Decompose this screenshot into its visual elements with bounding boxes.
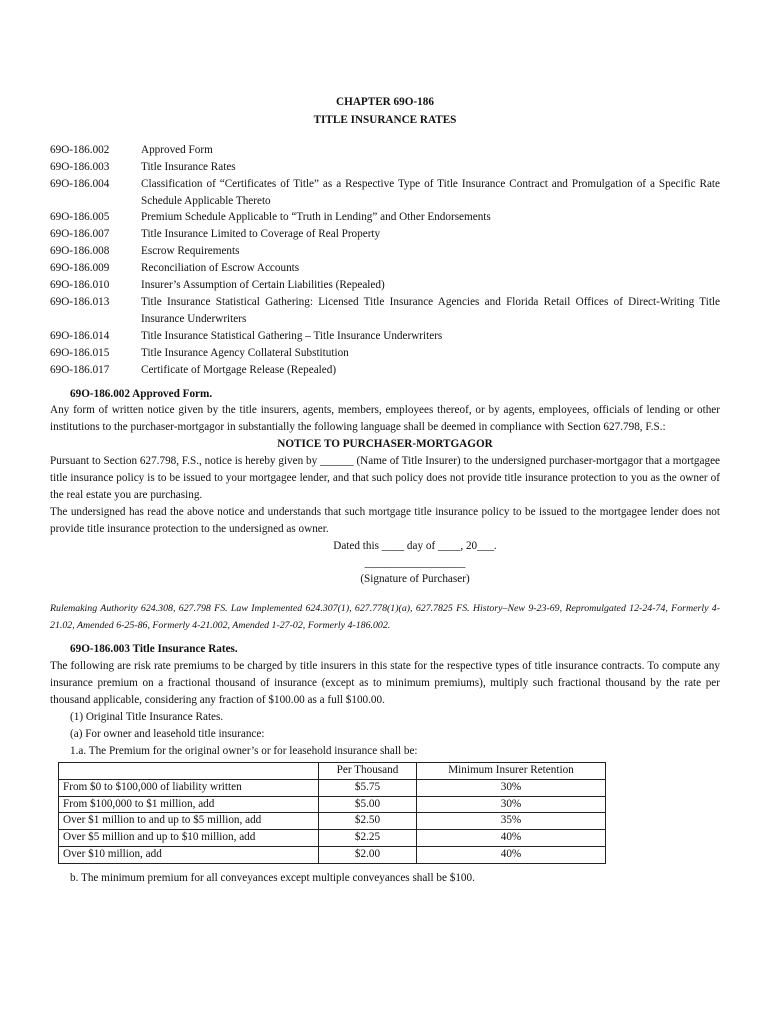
table-row (59, 779, 606, 796)
signature-line: __________________ (364, 556, 466, 569)
rates-table (58, 762, 606, 864)
toc-title: Insurer’s Assumption of Certain Liabilities (Repealed) (141, 279, 385, 292)
retention-cell: 30% (417, 779, 606, 796)
header-per-thousand: Per Thousand (319, 762, 417, 779)
subsection-a: (a) For owner and leasehold title insurance: (70, 727, 265, 740)
per-thousand-cell: $5.75 (319, 779, 417, 796)
signature-label: (Signature of Purchaser) (360, 573, 470, 586)
section-003-intro: The following are risk rate premiums to be charged by title insurers in this state for the respective types of title insurance contracts. To compute any insurance premium on a fractional thousand of insurance (except as to minimum premiums), multiply such fractional thousand by the rate per thousand applicable, considering any fraction of $100.00 as a full $100.00. (50, 660, 720, 707)
toc-entry[interactable] (50, 362, 720, 379)
toc-title: Escrow Requirements (141, 245, 240, 258)
subsection-1: (1) Original Title Insurance Rates. (70, 711, 224, 723)
toc-title: Certificate of Mortgage Release (Repealed) (141, 363, 337, 376)
notice-heading: NOTICE TO PURCHASER-MORTGAGOR (277, 438, 493, 451)
toc-title: Title Insurance Agency Collateral Substitution (141, 346, 349, 359)
toc-number: 69O-186.007 (50, 228, 110, 241)
per-thousand-cell: $2.25 (319, 830, 417, 847)
chapter-title: TITLE INSURANCE RATES (313, 113, 457, 126)
toc-number: 69O-186.009 (50, 262, 110, 275)
toc-number: 69O-186.002 (50, 143, 110, 156)
toc-entry[interactable] (50, 345, 720, 362)
liability-range-cell: Over $10 million, add (59, 847, 319, 864)
toc-title: Title Insurance Rates (141, 160, 236, 173)
notice-paragraph-2: The undersigned has read the above notice and understands that such mortgage title insurance policy to be issued to the mortgagee lender does not provide title insurance protection to the undersigned as owner. (50, 505, 720, 535)
table-row (59, 796, 606, 813)
toc-title: Approved Form (141, 143, 213, 156)
toc-entry[interactable] (50, 277, 720, 294)
table-of-contents (50, 142, 720, 379)
toc-entry[interactable] (50, 260, 720, 277)
liability-range-cell: From $0 to $100,000 of liability written (59, 779, 319, 796)
toc-title: Reconciliation of Escrow Accounts (141, 262, 300, 275)
toc-entry[interactable] (50, 243, 720, 260)
section-heading-003: 69O-186.003 Title Insurance Rates. (70, 643, 238, 656)
toc-number: 69O-186.004 (50, 177, 110, 190)
chapter-number: CHAPTER 69O-186 (336, 96, 434, 108)
toc-number: 69O-186.014 (50, 329, 110, 342)
retention-cell: 40% (417, 830, 606, 847)
liability-range-cell: Over $1 million to and up to $5 million, add (59, 813, 319, 830)
liability-range-cell: From $100,000 to $1 million, add (59, 796, 319, 813)
table-header-row (59, 762, 606, 779)
toc-number: 69O-186.017 (50, 363, 110, 376)
table-row (59, 847, 606, 864)
toc-number: 69O-186.015 (50, 346, 110, 359)
retention-cell: 30% (417, 796, 606, 813)
per-thousand-cell: $2.50 (319, 813, 417, 830)
minimum-premium-note: b. The minimum premium for all conveyances except multiple conveyances shall be $100. (70, 872, 475, 885)
history-note: Rulemaking Authority 624.308, 627.798 FS. Law Implemented 624.307(1), 627.778(1)(a), 627.7825 FS. History–New 9-23-69, Repromulgated 12-24-74, Formerly 4-21.02, Amended 6-25-86, Formerly 4-21.002, Amended 1-27-02, Formerly 4-186.002. (50, 603, 720, 631)
toc-number: 69O-186.010 (50, 279, 110, 292)
table-row (59, 813, 606, 830)
toc-entry[interactable] (50, 328, 720, 345)
toc-entry[interactable] (50, 294, 720, 328)
retention-cell: 40% (417, 847, 606, 864)
subsection-1a: 1.a. The Premium for the original owner’s or for leasehold insurance shall be: (70, 744, 418, 757)
toc-title: Title Insurance Limited to Coverage of Real Property (141, 228, 381, 241)
toc-number: 69O-186.005 (50, 211, 110, 224)
header-cell-blank (59, 762, 319, 779)
notice-paragraph-1: Pursuant to Section 627.798, F.S., notice is hereby given by ______ (Name of Title Insurer) to the undersigned purchaser-mortgagor that a mortgagee title insurance policy is to be issued to your mortgagee lender, and that such policy does not provide title insurance protection to you as the owner of the real estate you are purchasing. (50, 455, 720, 501)
toc-title: Classification of “Certificates of Title” as a Respective Type of Title Insurance Contract and Promulgation of a Specific Rate Schedule Applicable Thereto (141, 177, 720, 207)
retention-cell: 35% (417, 813, 606, 830)
per-thousand-cell: $5.00 (319, 796, 417, 813)
toc-number: 69O-186.008 (50, 245, 110, 258)
toc-title: Title Insurance Statistical Gathering: Licensed Title Insurance Agencies and Florida Retail Offices of Direct-Writing Title Insurance Underwriters (141, 295, 720, 325)
toc-title: Premium Schedule Applicable to “Truth in Lending” and Other Endorsements (141, 211, 491, 224)
toc-number: 69O-186.013 (50, 295, 110, 308)
toc-entry[interactable] (50, 159, 720, 176)
dated-line: Dated this ____ day of ____, 20___. (333, 539, 497, 552)
section-002-intro: Any form of written notice given by the title insurers, agents, members, employees thereof, or by agents, employees, officials of lending or other institutions to the purchaser-mortgagor in substantially the following language shall be deemed in compliance with Section 627.798, F.S.: (50, 404, 720, 434)
toc-title: Title Insurance Statistical Gathering – Title Insurance Underwriters (141, 329, 443, 342)
toc-entry[interactable] (50, 226, 720, 243)
liability-range-cell: Over $5 million and up to $10 million, add (59, 830, 319, 847)
header-min-retention: Minimum Insurer Retention (417, 762, 606, 779)
per-thousand-cell: $2.00 (319, 847, 417, 864)
toc-number: 69O-186.003 (50, 160, 110, 173)
table-row (59, 830, 606, 847)
toc-entry[interactable] (50, 142, 720, 159)
section-heading-002: 69O-186.002 Approved Form. (70, 387, 213, 400)
document-page (50, 94, 720, 887)
toc-entry[interactable] (50, 209, 720, 226)
toc-entry[interactable] (50, 176, 720, 210)
